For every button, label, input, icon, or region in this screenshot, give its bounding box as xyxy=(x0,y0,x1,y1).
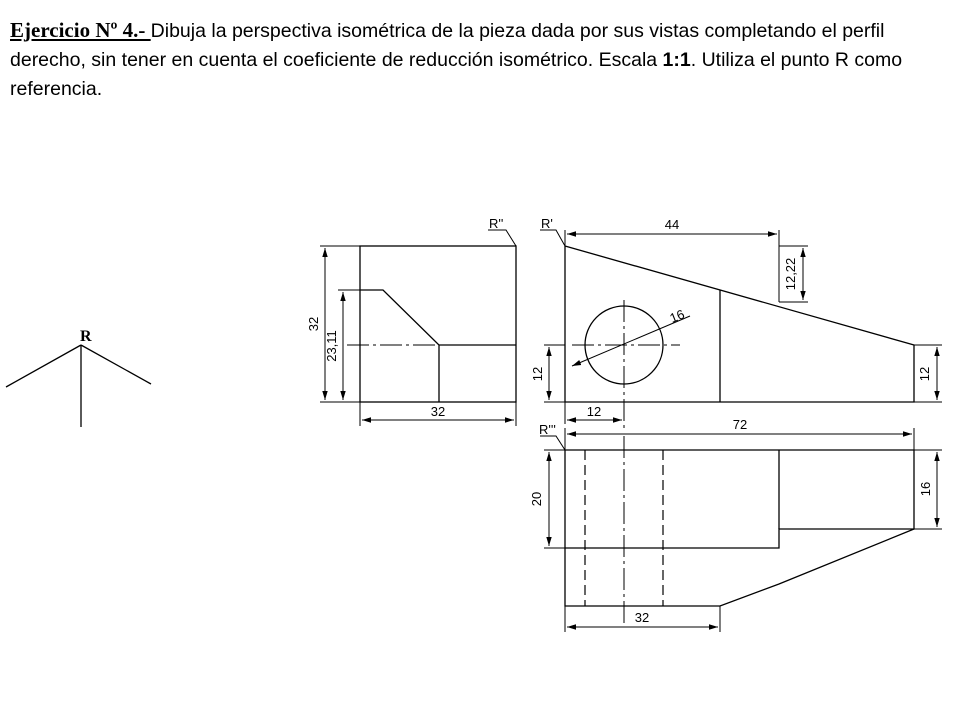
isometric-reference-axes xyxy=(6,328,151,427)
bottom-width-dimension: 32 xyxy=(634,610,650,625)
hole-center-x-dimension: 12 xyxy=(586,404,602,419)
slope-drop-dimension: 12,22 xyxy=(783,257,798,291)
statement-text-2: . Utiliza el punto R como referencia. xyxy=(10,49,903,100)
profile-height-dimension: 32 xyxy=(306,316,321,332)
reference-point-label: R xyxy=(80,328,92,345)
statement-text-1: Dibuja la perspectiva isométrica de la pieza dada por sus vistas completando el perfil derecho, sin tener en cuenta el coeficiente de reducción isométrico. Escala xyxy=(10,20,885,71)
plan-reference-label: R''' xyxy=(539,422,556,437)
right-depth-dimension: 16 xyxy=(918,481,933,497)
exercise-number: Ejercicio Nº 4.- xyxy=(10,18,151,42)
hole-diameter-dimension: 16 xyxy=(667,306,687,326)
hole-center-height-dimension: 12 xyxy=(530,366,545,382)
plan-view xyxy=(529,417,942,632)
right-height-dimension: 12 xyxy=(917,366,932,382)
total-length-dimension: 72 xyxy=(732,417,748,432)
profile-view xyxy=(306,216,516,426)
chamfer-height-dimension: 23,11 xyxy=(324,330,339,362)
profile-reference-label: R'' xyxy=(489,216,504,231)
front-reference-label: R' xyxy=(541,216,553,231)
profile-width-dimension: 32 xyxy=(430,404,446,419)
plan-depth-dimension: 20 xyxy=(529,491,544,507)
front-view xyxy=(530,216,942,428)
scale-value: 1:1 xyxy=(662,49,691,71)
top-length-dimension: 44 xyxy=(664,217,680,232)
